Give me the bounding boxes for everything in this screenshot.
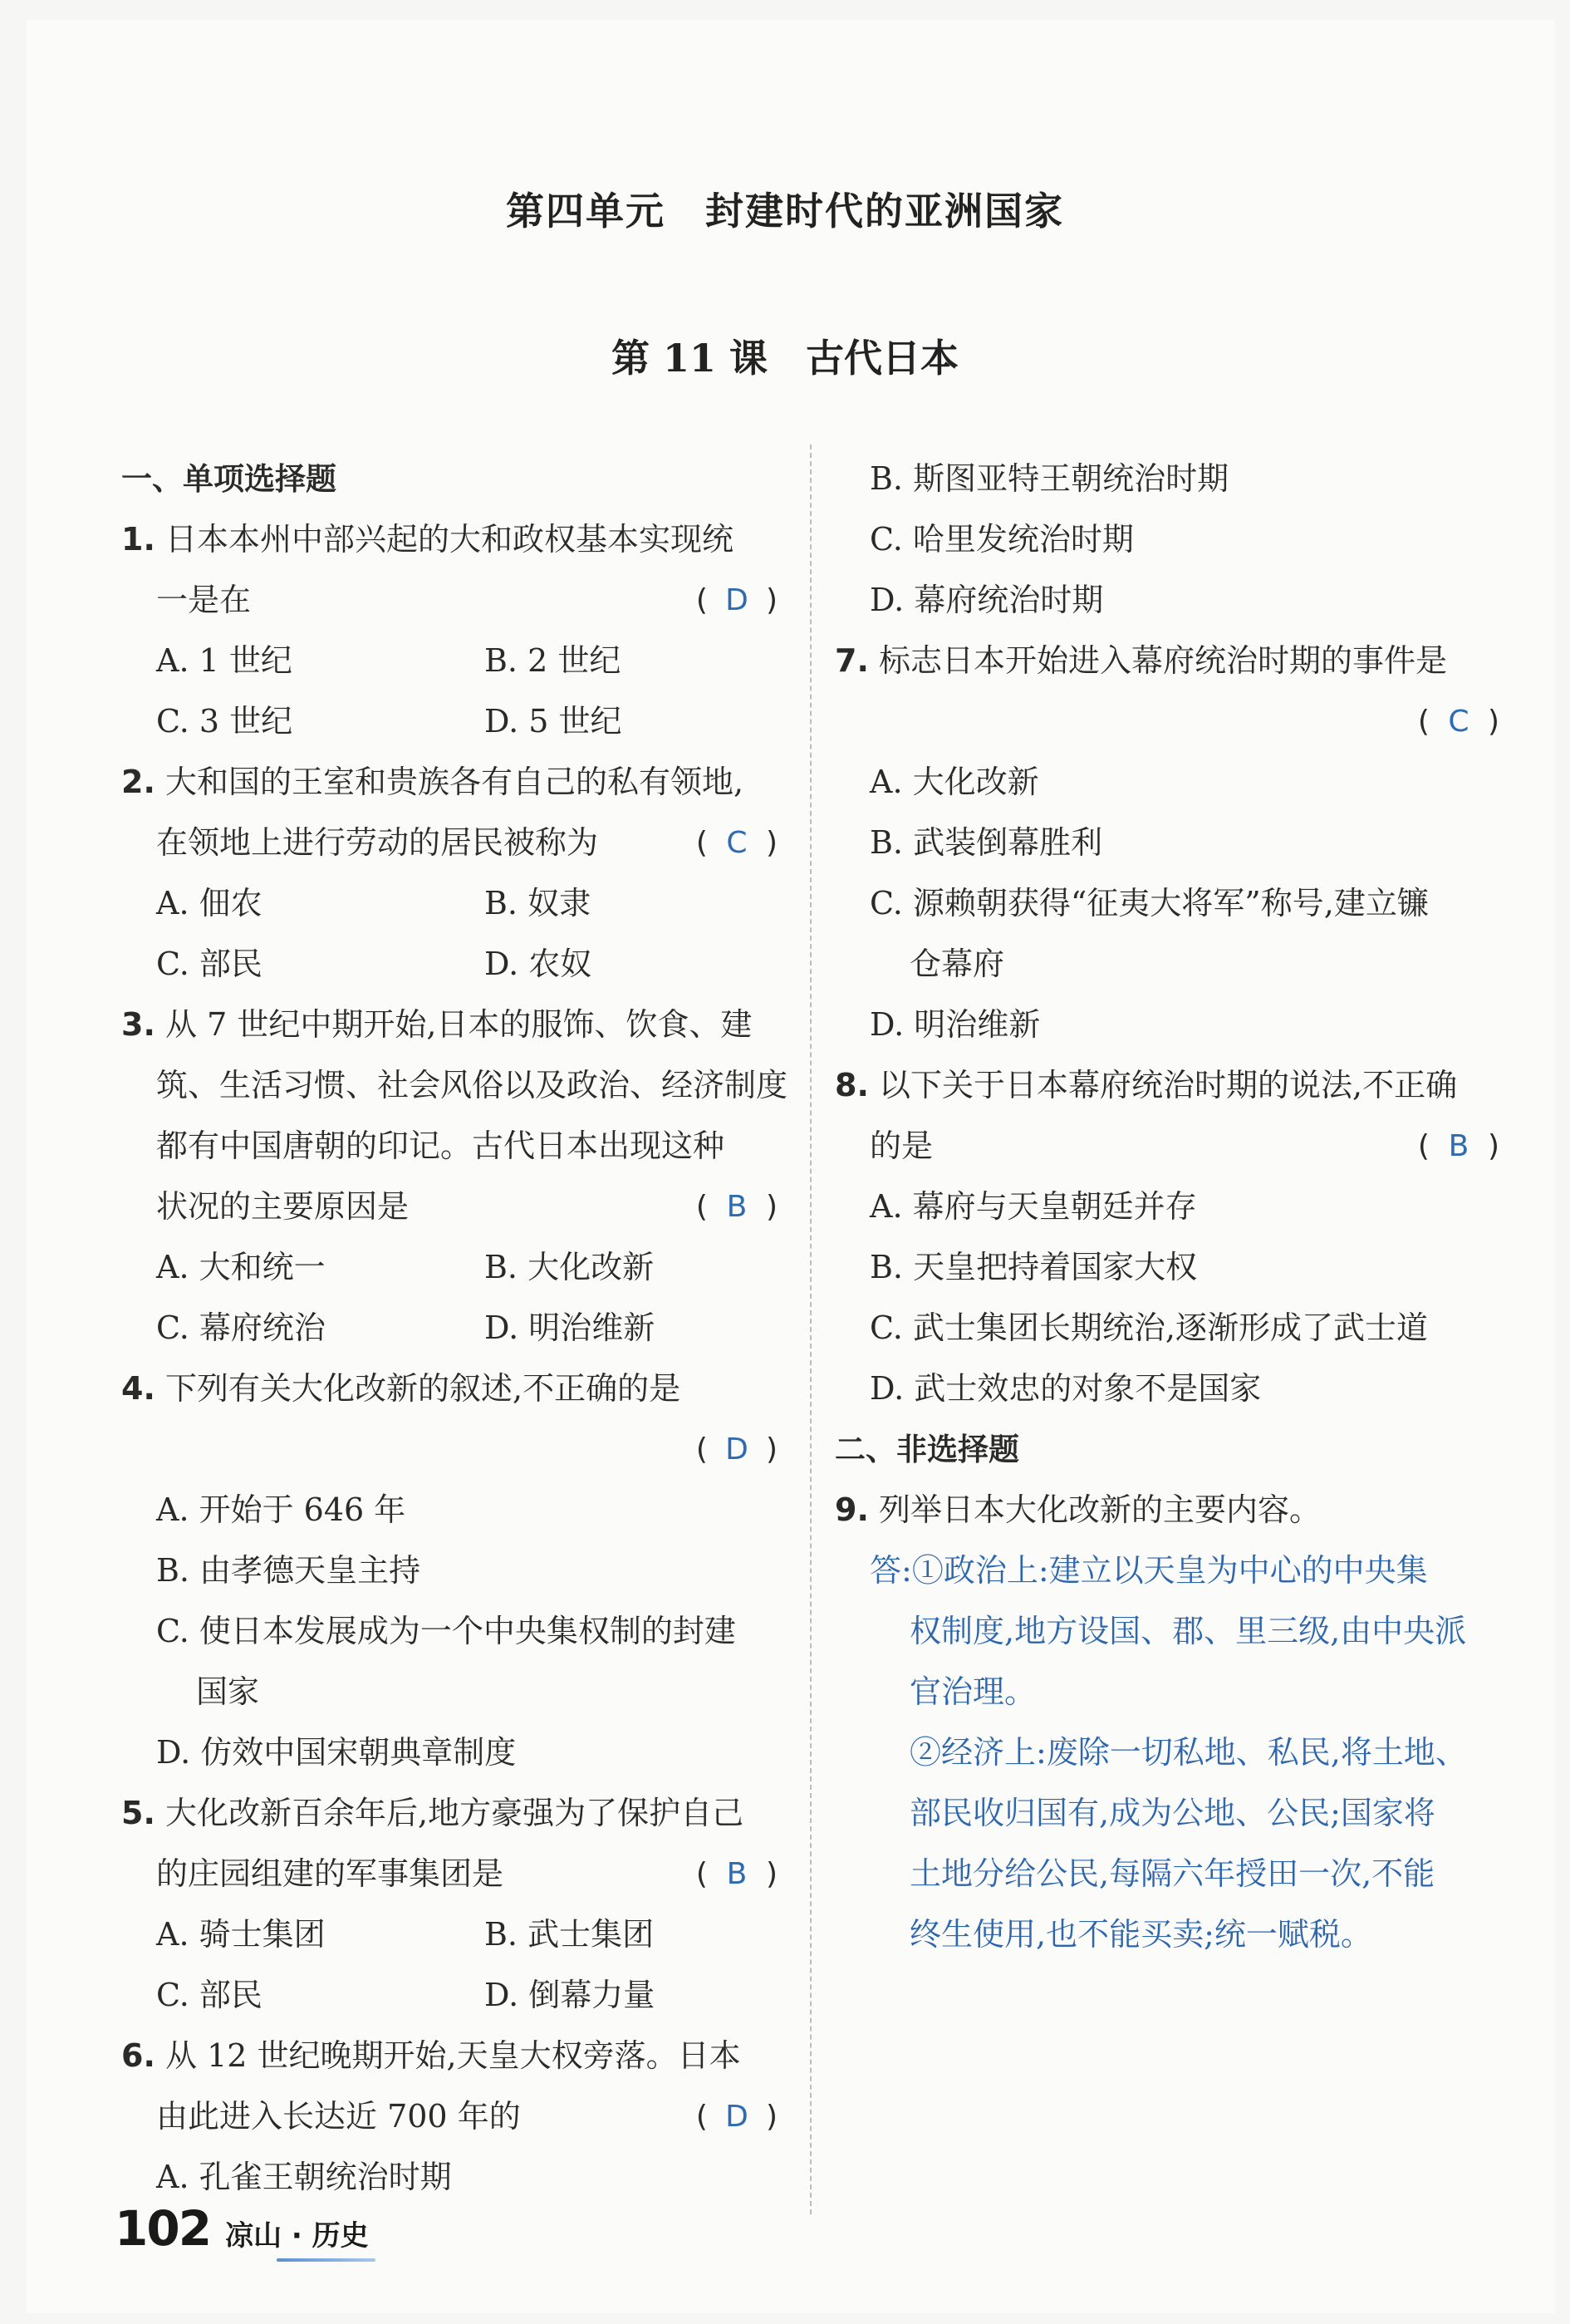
option: B. 2 世纪 [484, 642, 621, 679]
option: A. 大化改新 [870, 764, 1039, 800]
page-number: 102 [115, 2200, 211, 2257]
option: D. 明治维新 [870, 1006, 1041, 1043]
question-9-line-1 [835, 1480, 1499, 1540]
option: B. 奴隶 [484, 885, 591, 921]
question-7-line-1 [835, 631, 1499, 691]
answer-bracket: ( B ) [696, 1844, 778, 1904]
question-7-answer-line [835, 691, 1499, 752]
options-row [121, 1965, 778, 2026]
question-text: 大化改新百余年后,地方豪强为了保护自己 [164, 1795, 744, 1831]
option: C. 源赖朝获得“征夷大将军”称号,建立镰 [870, 885, 1429, 921]
answer-text: ①政治上:建立以天皇为中心的中央集 [911, 1552, 1428, 1589]
option: A. 佃农 [156, 885, 262, 921]
question-text: 下列有关大化改新的叙述,不正确的是 [164, 1370, 681, 1407]
question-number: 1. [121, 521, 155, 558]
option: C. 哈里发统治时期 [870, 521, 1134, 558]
question-3-line-3: 都有中国唐朝的印记。古代日本出现这种 [156, 1128, 725, 1164]
option: A. 开始于 646 年 [156, 1491, 406, 1528]
question-6-line-2 [121, 2086, 778, 2147]
question-number: 6. [121, 2037, 155, 2074]
column-divider [810, 445, 812, 2214]
question-text: 一是在 [156, 582, 252, 618]
option: C. 部民 [156, 1977, 262, 2013]
question-6-line-1 [121, 2026, 778, 2086]
answer-bracket: ( C ) [696, 813, 778, 873]
answer-letter: D [725, 583, 748, 617]
option: A. 孔雀王朝统治时期 [156, 2159, 452, 2195]
option: B. 由孝德天皇主持 [156, 1552, 421, 1589]
question-text: 在领地上进行劳动的居民被称为 [156, 824, 599, 861]
question-number: 9. [835, 1491, 869, 1528]
question-text: 以下关于日本幕府统治时期的说法,不正确 [878, 1067, 1458, 1103]
answer-letter: B [1448, 1129, 1469, 1163]
question-4-answer-line [121, 1419, 778, 1480]
option: C. 武士集团长期统治,逐渐形成了武士道 [870, 1309, 1428, 1346]
option: C. 幕府统治 [156, 1309, 326, 1346]
book-label: 凉山 · 历史 [225, 2213, 369, 2253]
answer-bracket: ( D ) [696, 1419, 778, 1480]
answer-bracket: ( C ) [1418, 691, 1499, 752]
section-heading-choice: 一、单项选择题 [121, 461, 336, 497]
question-number: 3. [121, 1006, 155, 1043]
question-text: 状况的主要原因是 [156, 1188, 410, 1225]
option: C. 使日本发展成为一个中央集权制的封建 [156, 1613, 736, 1649]
answer-line-7: 终生使用,也不能买卖;统一赋税。 [910, 1916, 1372, 1953]
option-continuation: 国家 [196, 1673, 260, 1710]
options-row [121, 1237, 778, 1298]
answer-bracket: ( B ) [1418, 1116, 1499, 1177]
question-text: 从 12 世纪晚期开始,天皇大权旁落。日本 [164, 2037, 741, 2074]
question-5-line-1 [121, 1783, 778, 1844]
question-text: 大和国的王室和贵族各有自己的私有领地, [164, 764, 744, 800]
answer-line-1 [835, 1540, 1499, 1601]
question-1-line-1 [121, 509, 778, 570]
answer-letter: C [1448, 705, 1469, 739]
option: C. 3 世纪 [156, 703, 293, 739]
question-3-line-2: 筑、生活习惯、社会风俗以及政治、经济制度 [156, 1067, 788, 1103]
option: D. 明治维新 [484, 1309, 655, 1346]
options-row [121, 631, 778, 691]
answer-bracket: ( D ) [696, 2086, 778, 2147]
question-number: 8. [835, 1067, 869, 1103]
question-4-line-1 [121, 1359, 778, 1419]
option: A. 1 世纪 [156, 642, 292, 679]
option: B. 大化改新 [484, 1249, 655, 1285]
question-8-line-2 [835, 1116, 1499, 1177]
option: D. 5 世纪 [484, 703, 622, 739]
answer-letter: D [725, 1432, 748, 1467]
option: A. 大和统一 [156, 1249, 326, 1285]
option: D. 倒幕力量 [484, 1977, 655, 2013]
option: D. 农奴 [484, 946, 592, 982]
question-text: 从 7 世纪中期开始,日本的服饰、饮食、建 [164, 1006, 753, 1043]
options-row [121, 1298, 778, 1359]
option: B. 武装倒幕胜利 [870, 824, 1103, 861]
answer-letter: B [726, 1190, 748, 1224]
answer-label: 答: [870, 1552, 912, 1589]
answer-letter: B [726, 1857, 748, 1891]
option: D. 幕府统治时期 [870, 582, 1104, 618]
question-text: 日本本州中部兴起的大和政权基本实现统 [164, 521, 733, 558]
question-text: 列举日本大化改新的主要内容。 [878, 1491, 1321, 1528]
lesson-title: 第 11 课 古代日本 [611, 336, 959, 381]
question-2-line-2 [121, 813, 778, 873]
answer-line-3: 官治理。 [910, 1673, 1037, 1710]
option: D. 武士效忠的对象不是国家 [870, 1370, 1262, 1407]
question-text: 由此进入长达近 700 年的 [156, 2098, 521, 2135]
answer-line-4: ②经济上:废除一切私地、私民,将土地、 [910, 1734, 1467, 1771]
option: A. 骑士集团 [156, 1916, 326, 1953]
answer-line-6: 土地分给公民,每隔六年授田一次,不能 [910, 1855, 1435, 1892]
options-row [121, 1904, 778, 1965]
answer-bracket: ( B ) [696, 1177, 778, 1237]
question-number: 5. [121, 1795, 155, 1831]
answer-line-5: 部民收归国有,成为公地、公民;国家将 [910, 1795, 1435, 1831]
question-text: 的庄园组建的军事集团是 [156, 1855, 504, 1892]
question-text: 标志日本开始进入幕府统治时期的事件是 [878, 642, 1447, 679]
question-number: 7. [835, 642, 869, 679]
question-8-line-1 [835, 1055, 1499, 1116]
option: B. 武士集团 [484, 1916, 655, 1953]
unit-title: 第四单元 封建时代的亚洲国家 [506, 189, 1064, 233]
right-column [835, 449, 1499, 1965]
option: D. 仿效中国宋朝典章制度 [156, 1734, 517, 1771]
answer-bracket: ( D ) [696, 570, 778, 631]
question-number: 4. [121, 1370, 155, 1407]
question-1-line-2 [121, 570, 778, 631]
option-continuation: 仓幕府 [910, 946, 1005, 982]
answer-letter: C [726, 826, 748, 860]
question-3-line-4 [121, 1177, 778, 1237]
option: A. 幕府与天皇朝廷并存 [870, 1188, 1197, 1225]
question-2-line-1 [121, 752, 778, 813]
question-number: 2. [121, 764, 155, 800]
question-3-line-1 [121, 995, 778, 1055]
answer-line-2: 权制度,地方设国、郡、里三级,由中央派 [910, 1613, 1467, 1649]
section-heading-non-choice: 二、非选择题 [835, 1432, 1019, 1467]
options-row [121, 873, 778, 934]
answer-letter: D [725, 2100, 748, 2134]
option: B. 天皇把持着国家大权 [870, 1249, 1198, 1285]
options-row [121, 691, 778, 752]
question-text: 的是 [870, 1128, 934, 1164]
options-row [121, 934, 778, 995]
question-5-line-2 [121, 1844, 778, 1904]
option: B. 斯图亚特王朝统治时期 [870, 460, 1229, 497]
option: C. 部民 [156, 946, 262, 982]
left-column [121, 449, 788, 2208]
page-footer [115, 2200, 369, 2257]
